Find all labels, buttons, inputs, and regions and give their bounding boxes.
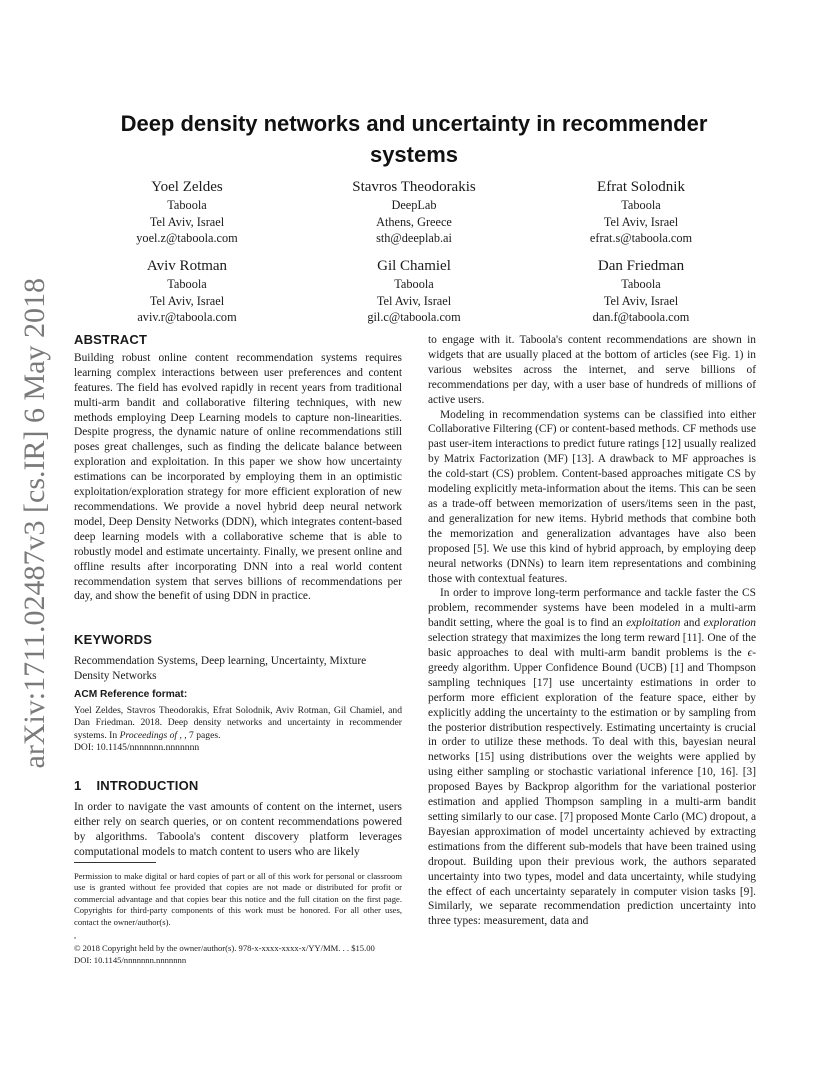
author-email[interactable]: gil.c@taboola.com <box>367 310 461 325</box>
author-location: Tel Aviv, Israel <box>603 214 679 229</box>
arxiv-stamp: arXiv:1711.02487v3 [cs.IR] 6 May 2018 <box>18 277 51 769</box>
author-affiliation: DeepLab <box>391 198 437 212</box>
keywords-section <box>74 633 402 684</box>
acm-reference <box>74 689 402 755</box>
intro-paragraph-1: to engage with it. Taboola's content recommendations are shown in widgets that are usually placed at the bottom of articles (see Fig. 1) in various websites across the internet, and serve billions of recommendations per day, with a user base of hundreds of millions of active users. <box>428 334 756 406</box>
authors-row-1 <box>74 178 754 247</box>
footnote-rule <box>74 862 156 863</box>
section-number: 1 <box>74 778 82 793</box>
footnote-doi: DOI: 10.1145/nnnnnnn.nnnnnnn <box>74 954 187 965</box>
author-email[interactable]: dan.f@taboola.com <box>592 310 690 325</box>
author-location: Tel Aviv, Israel <box>149 214 225 229</box>
footnote-area <box>74 862 402 966</box>
author-block <box>74 257 300 326</box>
author-affiliation: Taboola <box>167 198 207 212</box>
permission-notice: Permission to make digital or hard copies of part or all of this work for personal or classroom use is granted without fee provided that copies are not made or distributed for profit or commercial advantage and that copies bear this notice and the full citation on the first page. Copyrights for third-party components of this work must be honored. For all other uses, contact the owner/author(s). <box>74 871 402 927</box>
right-column <box>428 333 756 929</box>
acm-reference-heading: ACM Reference format: <box>74 689 188 700</box>
author-name: Gil Chamiel <box>377 258 451 274</box>
proceedings-label: Proceedings of <box>119 729 178 741</box>
introduction-text: In order to navigate the vast amounts of content on the internet, users either rely on search queries, or on content recommendations powered by algorithms. Taboola's content discovery platform leverages computational models to match content to users who are likely <box>74 800 402 858</box>
author-affiliation: Taboola <box>394 277 434 291</box>
author-location: Tel Aviv, Israel <box>149 293 225 308</box>
authors-row-2 <box>74 257 754 326</box>
author-name: Dan Friedman <box>597 258 685 274</box>
author-location: Tel Aviv, Israel <box>603 293 679 308</box>
acm-reference-text: Yoel Zeldes, Stavros Theodorakis, Efrat Solodnik, Aviv Rotman, Gil Chamiel, and Dan Friedman. 2018. Deep density networks and uncertainty in recommender systems. In Proceedings of , , 7 pages. <box>74 704 402 741</box>
author-block <box>74 178 300 247</box>
footnote-mark: , <box>74 930 77 941</box>
left-column <box>74 333 402 604</box>
introduction-section <box>74 779 402 860</box>
author-block <box>528 257 754 326</box>
paper-title: Deep density networks and uncertainty in recommender systems <box>120 111 708 167</box>
author-location: Tel Aviv, Israel <box>376 293 452 308</box>
author-email[interactable]: yoel.z@taboola.com <box>136 231 238 246</box>
author-block <box>528 178 754 247</box>
author-name: Yoel Zeldes <box>151 179 223 195</box>
keywords-heading: KEYWORDS <box>74 632 153 647</box>
abstract-heading: ABSTRACT <box>74 332 148 347</box>
author-email[interactable]: sth@deeplab.ai <box>376 231 452 246</box>
intro-paragraph-2: Modeling in recommendation systems can be classified into either Collaborative Filtering (CF) or content-based methods. CF methods use past user-item interactions to predict future ratings [12] usually realized by Matrix Factorization (MF) [13]. A drawback to MF approaches is the cold-start (CS) problem. Content-based approaches mitigate CS by modeling explicitly meta-information about the items. This can be seen as a trade-off between memorization of users/items seen in the past, and generalization for new items. Hybrid methods that combine both the memorization and generalization advantages have also been proposed [5]. We use this kind of hybrid approach, by employing deep neural networks (DNNs) to learn item representations and combining those with contextual features. <box>428 408 756 585</box>
author-name: Stavros Theodorakis <box>352 179 476 195</box>
author-affiliation: Taboola <box>167 277 207 291</box>
intro-paragraph-3: In order to improve long-term performance and tackle faster the CS problem, recommender systems have been modeled in a multi-arm bandit setting, where the goal is to find an exploitation and exploration selection strategy that maximizes the long term reward [11]. One of the basic approaches to deal with multi-arm bandit problems is the ϵ-greedy algorithm. Upper Confidence Bound (UCB) [1] and Thompson sampling techniques [17] use uncertainty estimations in order to perform more efficient exploration of the feature space, either by explicitly adding the uncertainty to the estimation or by sampling from the posterior distribution respectively. Estimating uncertainty is crucial in order to utilize these methods. To deal with this, bayesian neural networks [15] using distributions over the weights were applied by using either sampling or stochastic variational inference [10, 16]. [3] proposed Bayes by Backprop algorithm for the variational posterior estimation and applied Thompson sampling in a multi-arm bandit setting similarly to our case. [7] proposed Monte Carlo (MC) dropout, a Bayesian approximation of model uncertainty achieved by extracting estimations from the different sub-models that have been trained using dropout. Building upon their previous work, the authors separated uncertainty into two types, model and data uncertainty, while studying the effect of each uncertainty separately in computer vision tasks [9]. Similarly, we separate recommendation prediction uncertainty into three types: measurement, data and <box>428 587 756 928</box>
author-location: Athens, Greece <box>376 214 452 229</box>
author-affiliation: Taboola <box>621 198 661 212</box>
copyright-line: © 2018 Copyright held by the owner/author(s). 978-x-xxxx-xxxx-x/YY/MM. . . $15.00 <box>74 943 375 954</box>
author-block <box>301 178 527 247</box>
keywords-text: Recommendation Systems, Deep learning, Uncertainty, Mixture Density Networks <box>74 654 367 682</box>
author-name: Aviv Rotman <box>146 258 228 274</box>
author-email[interactable]: aviv.r@taboola.com <box>137 310 237 325</box>
author-name: Efrat Solodnik <box>597 179 685 195</box>
introduction-heading: 1 INTRODUCTION <box>74 778 199 793</box>
author-block <box>301 257 527 326</box>
acm-reference-doi: DOI: 10.1145/nnnnnnn.nnnnnnn <box>74 742 200 754</box>
abstract-text: Building robust online content recommendation systems requires learning complex interactions between user preferences and content features. The field has evolved rapidly in recent years from traditional multi-arm bandit and collaborative filtering techniques, with new methods employing Deep Learning models to capture non-linearities. Despite progress, the dynamic nature of online recommendations still poses great challenges, such as finding the delicate balance between exploration and exploitation. In this paper we show how uncertainty estimations can be incorporated by employing them in an optimistic exploitation/exploration strategy for more efficient exploration of new recommendations. We provide a novel hybrid deep neural network model, Deep Density Networks (DDN), which integrates content-based deep learning models with a collaborative scheme that is able to robustly model and estimate uncertainty. Finally, we present online and offline results after incorporating DNN into a real world content recommendation system that serves billions of recommendations per day, and show the benefit of using DDN in practice. <box>74 351 402 603</box>
author-affiliation: Taboola <box>621 277 661 291</box>
author-email[interactable]: efrat.s@taboola.com <box>589 231 693 246</box>
